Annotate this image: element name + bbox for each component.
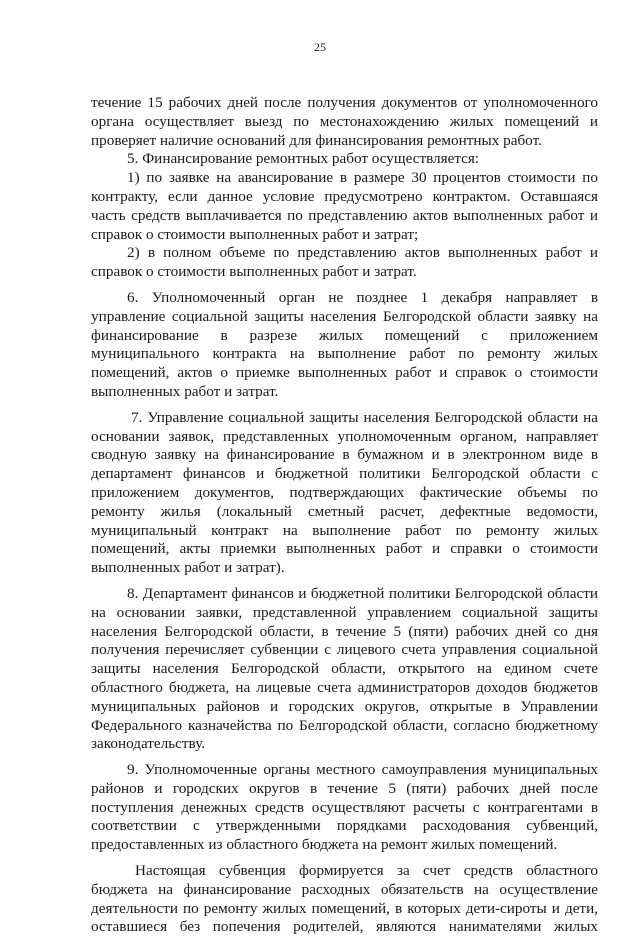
text-line: муниципального контракта на выполнение работ по ремонту жилых xyxy=(91,345,598,363)
text-line: основании заявок, представленных уполномоченным органом, направляет xyxy=(91,427,598,445)
text-line: защиты населения Белгородской области, открытого на едином счете xyxy=(91,660,598,678)
text-line: оставшиеся без попечения родителей, являются нанимателями жилых xyxy=(91,918,598,936)
paragraph-5-1 xyxy=(91,169,598,244)
text-line: областного бюджета, на лицевые счета администраторов доходов бюджетов xyxy=(91,678,598,696)
text-line: выполненных работ и затрат. xyxy=(91,382,279,400)
text-line: получения перечисляет субвенции с лицевого счета управления социальной xyxy=(91,641,598,659)
text-line: соответствии с утвержденными порядками расходования субвенций, xyxy=(91,817,598,835)
text-line: департамент финансов и бюджетной политики Белгородской области с xyxy=(91,465,598,483)
text-line: 9. Уполномоченные органы местного самоуправления муниципальных xyxy=(127,761,598,779)
paragraph-6 xyxy=(91,289,598,402)
paragraph-5-2 xyxy=(91,244,598,282)
paragraph-intro xyxy=(91,94,598,150)
text-line: финансирование в разрезе жилых помещений с приложением xyxy=(91,326,598,344)
text-line: деятельности по ремонту жилых помещений, в которых дети-сироты и дети, xyxy=(91,899,598,917)
text-line: населения Белгородской области, в течение 5 (пяти) рабочих дней со дня xyxy=(91,622,598,640)
page-number: 25 xyxy=(314,40,326,54)
text-line: 7. Управление социальной защиты населения Белгородской области на xyxy=(131,408,598,426)
paragraph-7 xyxy=(91,409,598,578)
text-line: 6. Уполномоченный орган не позднее 1 декабря направляет в xyxy=(127,288,598,306)
text-line: контракту, если данное условие предусмотрено контрактом. Оставшаяся xyxy=(91,187,598,205)
text-line: управление социальной защиты населения Белгородской области заявку на xyxy=(91,307,598,325)
text-line: сводную заявку на финансирование в бумажном и в электронном виде в xyxy=(91,446,598,464)
text-line: течение 15 рабочих дней после получения документов от уполномоченного xyxy=(91,94,598,111)
text-line: ремонту жилья (локальный сметный расчет, дефектные ведомости, xyxy=(91,502,598,520)
text-line: законодательству. xyxy=(91,735,206,753)
text-line: предоставленных из областного бюджета на ремонт жилых помещений. xyxy=(91,836,558,854)
text-line: Федерального казначейства по Белгородской области, согласно бюджетному xyxy=(91,716,598,734)
text-line: муниципальных районов и городских округов, открытые в Управлении xyxy=(91,697,598,715)
paragraph-subvention xyxy=(91,862,598,937)
text-line: бюджета на финансирование расходных обязательств на осуществление xyxy=(91,880,598,898)
paragraph-8 xyxy=(91,585,598,754)
text-line: справок о стоимости выполненных работ и затрат. xyxy=(91,263,417,281)
text-line: помещений, актов о приемке выполненных работ и справок о стоимости xyxy=(91,364,598,382)
text-line: районов и городских округов в течение 5 (пяти) рабочих дней после xyxy=(91,779,598,797)
text-line: 1) по заявке на авансирование в размере 30 процентов стоимости по xyxy=(127,169,598,187)
paragraph-5 xyxy=(91,150,598,169)
paragraph-9 xyxy=(91,761,598,855)
text-line: 5. Финансирование ремонтных работ осуществляется: xyxy=(127,150,480,168)
document-body xyxy=(91,94,598,937)
text-line: помещений, акты приемки выполненных работ и справки о стоимости xyxy=(91,540,598,558)
text-line: 2) в полном объеме по представлению актов выполненных работ и xyxy=(127,244,598,262)
text-line: выполненных работ и затрат). xyxy=(91,559,285,577)
text-line: 8. Департамент финансов и бюджетной политики Белгородской области xyxy=(127,584,598,602)
text-line: на основании заявки, представленной управлением социальной защиты xyxy=(91,603,598,621)
text-line: муниципальный контракт на выполнение работ по ремонту жилых xyxy=(91,521,598,539)
text-line: Настоящая субвенция формируется за счет средств областного xyxy=(135,862,598,880)
text-line: поступления денежных средств осуществляют расчеты с контрагентами в xyxy=(91,798,598,816)
text-line: часть средств выплачивается по представлению актов выполненных работ и xyxy=(91,206,598,224)
text-line: проверяет наличие оснований для финансирования ремонтных работ. xyxy=(91,131,542,149)
text-line: органа осуществляет выезд по местонахождению жилых помещений и xyxy=(91,112,598,130)
text-line: приложением документов, подтверждающих фактические объемы по xyxy=(91,483,598,501)
text-line: справок о стоимости выполненных работ и затрат; xyxy=(91,225,419,243)
